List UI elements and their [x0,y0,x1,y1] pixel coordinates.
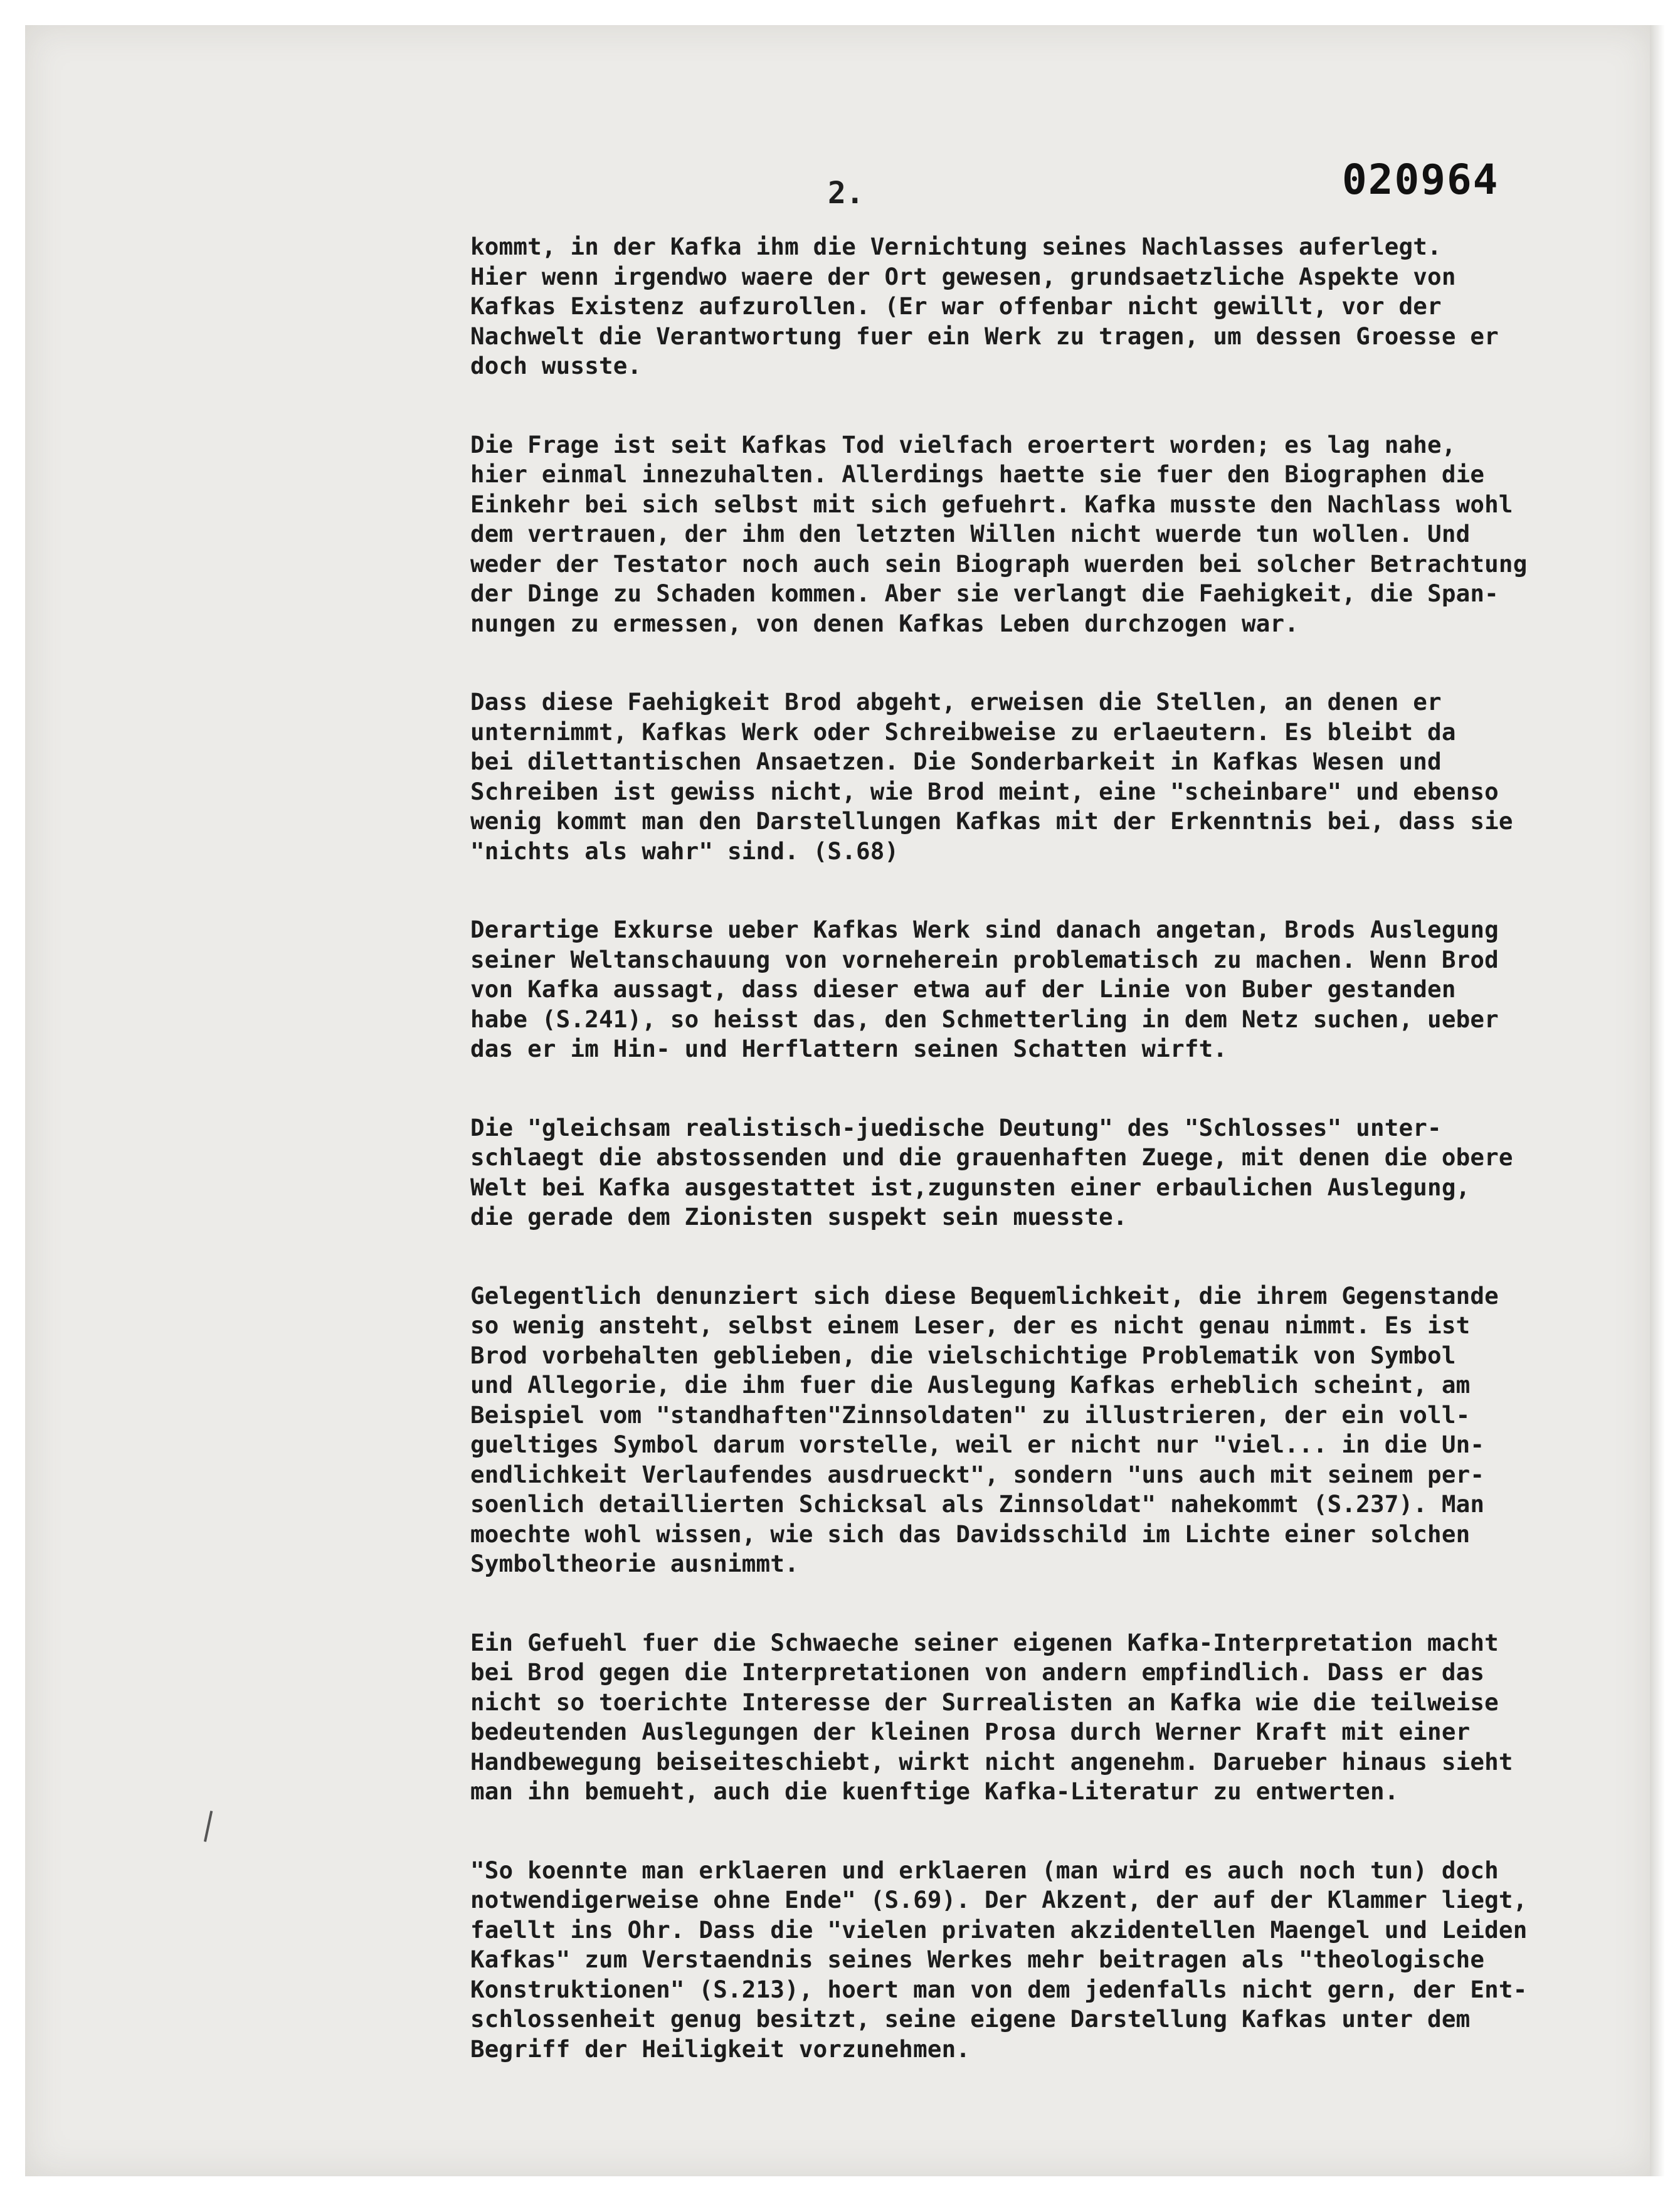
paragraph [470,687,1656,866]
text-line: hier einmal innezuhalten. Allerdings haette sie fuer den Biographen die [470,460,1485,488]
text-line: bedeutenden Auslegungen der kleinen Prosa durch Werner Kraft mit einer [470,1718,1471,1745]
text-line: gueltiges Symbol darum vorstelle, weil er nicht nur "viel... in die Un- [470,1431,1485,1458]
text-line: Nachwelt die Verantwortung fuer ein Werk zu tragen, um dessen Groesse er [470,322,1499,350]
text-line: soenlich detaillierten Schicksal als Zinnsoldat" nahekommt (S.237). Man [470,1490,1485,1518]
text-line: Welt bei Kafka ausgestattet ist,zugunsten einer erbaulichen Auslegung, [470,1173,1471,1201]
text-line: Dass diese Faehigkeit Brod abgeht, erweisen die Stellen, an denen er [470,688,1442,716]
text-line: kommt, in der Kafka ihm die Vernichtung seines Nachlasses auferlegt. [470,233,1442,260]
text-line: schlossenheit genug besitzt, seine eigene Darstellung Kafkas unter dem [470,2005,1471,2033]
text-line: Kafkas" zum Verstaendnis seines Werkes mehr beitragen als "theologische [470,1945,1485,1973]
paragraph [470,1281,1656,1579]
document-id: 020964 [1342,156,1499,204]
paragraph [470,915,1656,1064]
page-number: 2. [828,176,864,211]
text-line: Ein Gefuehl fuer die Schwaeche seiner eigenen Kafka-Interpretation macht [470,1628,1499,1656]
text-line: Begriff der Heiligkeit vorzunehmen. [470,2035,971,2063]
text-line: Symboltheorie ausnimmt. [470,1550,799,1577]
text-line: wenig kommt man den Darstellungen Kafkas mit der Erkenntnis bei, dass sie [470,807,1513,835]
text-line: man ihn bemueht, auch die kuenftige Kafka-Literatur zu entwerten. [470,1777,1399,1805]
text-line: die gerade dem Zionisten suspekt sein muesste. [470,1203,1128,1231]
text-line: Gelegentlich denunziert sich diese Bequemlichkeit, die ihrem Gegenstande [470,1281,1499,1310]
document-page [25,25,1652,2176]
text-line: Beispiel vom "standhaften"Zinnsoldaten" zu illustrieren, der ein voll- [470,1400,1471,1429]
text-line: endlichkeit Verlaufendes ausdrueckt", sondern "uns auch mit seinem per- [470,1460,1485,1488]
text-line: Die Frage ist seit Kafkas Tod vielfach eroertert worden; es lag nahe, [470,430,1456,458]
paragraph [470,1856,1656,2065]
text-line: unternimmt, Kafkas Werk oder Schreibweise zu erlaeutern. Es bleibt da [470,717,1456,746]
text-line: habe (S.241), so heisst das, den Schmetterling in dem Netz suchen, ueber [470,1005,1499,1033]
text-line: dem vertrauen, der ihm den letzten Willen nicht wuerde tun wollen. Und [470,520,1471,548]
text-line: Kafkas Existenz aufzurollen. (Er war offenbar nicht gewillt, vor der [470,292,1442,320]
paragraph [470,1113,1656,1232]
paragraph [470,430,1656,639]
text-line: Schreiben ist gewiss nicht, wie Brod meint, eine "scheinbare" und ebenso [470,777,1499,805]
text-line: Derartige Exkurse ueber Kafkas Werk sind danach angetan, Brods Auslegung [470,916,1499,943]
text-line: das er im Hin- und Herflattern seinen Schatten wirft. [470,1035,1228,1062]
text-line: bei Brod gegen die Interpretationen von andern empfindlich. Dass er das [470,1658,1485,1686]
text-line: der Dinge zu Schaden kommen. Aber sie verlangt die Faehigkeit, die Span- [470,580,1499,607]
text-line: von Kafka aussagt, dass dieser etwa auf der Linie von Buber gestanden [470,975,1456,1003]
text-line: Einkehr bei sich selbst mit sich gefuehrt. Kafka musste den Nachlass wohl [470,490,1513,518]
text-line: Die "gleichsam realistisch-juedische Deutung" des "Schlosses" unter- [470,1113,1442,1141]
text-line: nungen zu ermessen, von denen Kafkas Leben durchzogen war. [470,609,1299,637]
text-line: notwendigerweise ohne Ende" (S.69). Der Akzent, der auf der Klammer liegt, [470,1886,1528,1914]
body-text [470,232,1656,2113]
text-line: moechte wohl wissen, wie sich das Davidsschild im Lichte einer solchen [470,1520,1471,1548]
text-line: schlaegt die abstossenden und die grauenhaften Zuege, mit denen die obere [470,1143,1513,1171]
text-line: Konstruktionen" (S.213), hoert man von dem jedenfalls nicht gern, der Ent- [470,1975,1528,2003]
text-line: bei dilettantischen Ansaetzen. Die Sonderbarkeit in Kafkas Wesen und [470,748,1442,775]
paragraph [470,1628,1656,1807]
text-line: doch wusste. [470,352,642,379]
text-line: so wenig ansteht, selbst einem Leser, der es nicht genau nimmt. Es ist [470,1311,1471,1339]
text-line: und Allegorie, die ihm fuer die Auslegung Kafkas erheblich scheint, am [470,1371,1471,1399]
text-line: Hier wenn irgendwo waere der Ort gewesen, grundsaetzliche Aspekte von [470,262,1456,290]
paragraph [470,232,1656,381]
text-line: "So koennte man erklaeren und erklaeren (man wird es auch noch tun) doch [470,1856,1499,1884]
text-line: seiner Weltanschauung von vorneherein problematisch zu machen. Wenn Brod [470,945,1499,973]
text-line: weder der Testator noch auch sein Biograph wuerden bei solcher Betrachtung [470,549,1528,578]
text-line: nicht so toerichte Interesse der Surrealisten an Kafka wie die teilweise [470,1688,1499,1716]
text-line: Brod vorbehalten geblieben, die vielschichtige Problematik von Symbol [470,1341,1456,1369]
text-line: faellt ins Ohr. Dass die "vielen privaten akzidentellen Maengel und Leiden [470,1915,1528,1944]
text-line: "nichts als wahr" sind. (S.68) [470,837,899,865]
margin-pencil-mark [204,1811,219,1843]
text-line: Handbewegung beiseiteschiebt, wirkt nicht angenehm. Darueber hinaus sieht [470,1747,1513,1776]
